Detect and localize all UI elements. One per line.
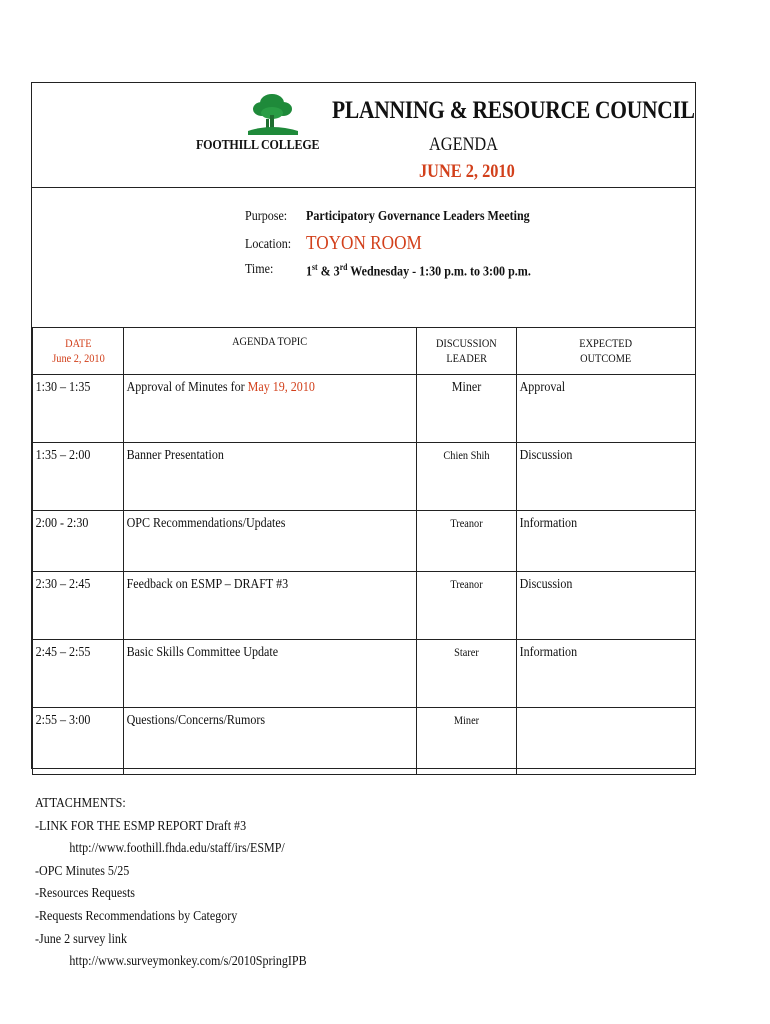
purpose-label: Purpose: bbox=[245, 209, 288, 224]
row-outcome: Discussion bbox=[519, 448, 573, 463]
attachment-item: -OPC Minutes 5/25 bbox=[35, 863, 130, 879]
row-topic: OPC Recommendations/Updates bbox=[126, 516, 286, 531]
time-value: 1st & 3rd Wednesday - 1:30 p.m. to 3:00 p.m. bbox=[306, 262, 531, 280]
col-header-topic: AGENDA TOPIC bbox=[124, 328, 417, 375]
page-subtitle: AGENDA bbox=[429, 134, 498, 155]
attachment-item: -June 2 survey link bbox=[35, 931, 127, 947]
table-row bbox=[33, 708, 696, 775]
row-time: 2:55 – 3:00 bbox=[35, 713, 91, 728]
attachment-item: -Resources Requests bbox=[35, 886, 135, 902]
table-row bbox=[33, 375, 696, 443]
row-outcome: Information bbox=[519, 516, 578, 531]
col-header-date: DATE June 2, 2010 bbox=[33, 328, 124, 375]
row-time: 2:00 - 2:30 bbox=[35, 516, 89, 531]
meeting-info bbox=[32, 187, 695, 328]
college-name: FOOTHILL COLLEGE bbox=[196, 138, 320, 153]
row-leader: Miner bbox=[453, 713, 480, 727]
attachment-item: -LINK FOR THE ESMP REPORT Draft #3 bbox=[35, 818, 247, 834]
esmp-report-link[interactable]: http://www.foothill.fhda.edu/staff/irs/ESMP/ bbox=[69, 841, 285, 857]
page-title: PLANNING & RESOURCE COUNCIL bbox=[332, 97, 695, 124]
agenda-table bbox=[32, 327, 696, 775]
survey-link[interactable]: http://www.surveymonkey.com/s/2010SpringIPB bbox=[69, 954, 307, 970]
row-time: 2:30 – 2:45 bbox=[35, 577, 91, 592]
table-row bbox=[33, 640, 696, 708]
col-header-leader: DISCUSSION LEADER bbox=[417, 328, 517, 375]
row-outcome bbox=[517, 708, 670, 713]
meeting-date: JUNE 2, 2010 bbox=[419, 161, 515, 182]
col-header-outcome: EXPECTED OUTCOME bbox=[517, 328, 696, 375]
time-label: Time: bbox=[245, 262, 274, 277]
purpose-value: Participatory Governance Leaders Meeting bbox=[306, 209, 530, 224]
row-topic: Feedback on ESMP – DRAFT #3 bbox=[126, 577, 289, 592]
attachments bbox=[35, 793, 307, 974]
row-leader: Miner bbox=[451, 380, 482, 395]
table-row bbox=[33, 511, 696, 572]
header bbox=[32, 83, 695, 188]
attachments-heading: ATTACHMENTS: bbox=[35, 796, 126, 811]
row-leader: Treanor bbox=[450, 577, 483, 591]
row-time: 2:45 – 2:55 bbox=[35, 645, 91, 660]
row-outcome: Information bbox=[519, 645, 578, 660]
table-row bbox=[33, 572, 696, 640]
row-leader: Treanor bbox=[450, 516, 483, 530]
table-row bbox=[33, 443, 696, 511]
row-topic: Approval of Minutes for May 19, 2010 bbox=[126, 380, 315, 395]
row-topic: Basic Skills Committee Update bbox=[126, 645, 279, 660]
row-leader: Chien Shih bbox=[443, 448, 490, 462]
row-outcome: Discussion bbox=[519, 577, 573, 592]
row-topic: Questions/Concerns/Rumors bbox=[126, 713, 266, 728]
row-outcome: Approval bbox=[519, 380, 566, 395]
attachment-item: -Requests Recommendations by Category bbox=[35, 908, 238, 924]
row-leader: Starer bbox=[454, 645, 479, 659]
location-value: TOYON ROOM bbox=[306, 232, 422, 254]
location-label: Location: bbox=[245, 237, 292, 252]
row-time: 1:30 – 1:35 bbox=[35, 380, 91, 395]
agenda-sheet bbox=[31, 82, 696, 769]
table-header-row bbox=[33, 328, 696, 375]
row-time: 1:35 – 2:00 bbox=[35, 448, 91, 463]
row-topic: Banner Presentation bbox=[126, 448, 224, 463]
